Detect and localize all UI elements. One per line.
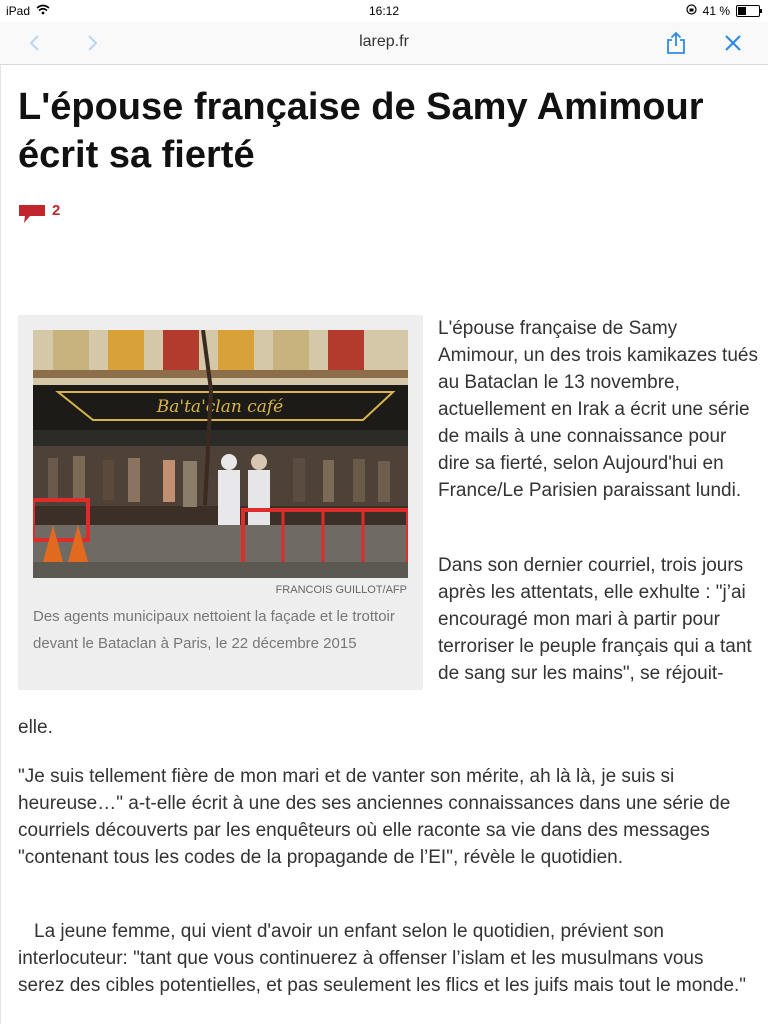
article-photo[interactable] [33, 330, 408, 578]
share-icon [665, 31, 687, 55]
article-paragraph-4: La jeune femme, qui vient d'avoir un enfant selon le quotidien, prévient son interlocuteur: "tant que vous continuerez à offenser l’islam et les musulmans vous serez des cibles potentielles, et pas seulement les flics et les juifs mais tout le monde." [18, 921, 747, 996]
battery-level-fill [738, 7, 746, 15]
share-button[interactable] [661, 28, 691, 58]
article-figure [18, 315, 423, 690]
status-bar [0, 0, 768, 22]
comments-link[interactable] [18, 202, 60, 224]
orientation-lock-icon [686, 4, 697, 18]
domain-label[interactable]: larep.fr [359, 33, 409, 50]
photo-caption: Des agents municipaux nettoient la façade et le trottoir devant le Bataclan à Paris, le 22 décembre 2015 [33, 608, 395, 652]
photo-sign-text: Ba'ta'clan café [156, 397, 284, 417]
photo-credit: FRANCOIS GUILLOT/AFP [275, 584, 407, 596]
close-button[interactable] [718, 28, 748, 58]
status-right [686, 4, 760, 18]
article-paragraph-1: L'épouse française de Samy Amimour, un des trois kamikazes tués au Bataclan le 13 novembre, actuellement en Irak a écrit une série de mails à une connaissance pour dire sa fierté, selon Aujourd'hui en France/Le Parisien paraissant lundi. [438, 318, 758, 501]
article-content [0, 65, 768, 1024]
article-paragraph-2-end: elle. [18, 717, 53, 738]
comment-count: 2 [52, 202, 61, 219]
browser-nav-bar [0, 22, 768, 65]
battery-percent: 41 % [702, 4, 730, 18]
device-label: iPad [6, 4, 31, 18]
bataclan-photo-illustration [33, 330, 408, 578]
close-icon [724, 34, 742, 52]
article-paragraph-2: Dans son dernier courriel, trois jours après les attentats, elle exhulte : "j’ai encouragé mon mari à partir pour terroriser le peuple français qui a tant de sang sur les mains", se réjouit- [438, 555, 752, 684]
article-paragraph-3: "Je suis tellement fière de mon mari et de vanter son mérite, ah là là, je suis si heureuse…" a-t-elle écrit à une des ses anciennes connaissances dans une série de courriels découverts par les enquêteurs où elle raconte sa vie dans des messages "contenant tous les codes de la propagande de l’EI", révèle le quotidien. [18, 766, 731, 868]
status-time: 16:12 [368, 4, 400, 18]
comment-bubble-icon [18, 202, 46, 224]
battery-icon [736, 5, 760, 17]
article-title: L'épouse française de Samy Amimour écrit sa fierté [18, 86, 704, 176]
